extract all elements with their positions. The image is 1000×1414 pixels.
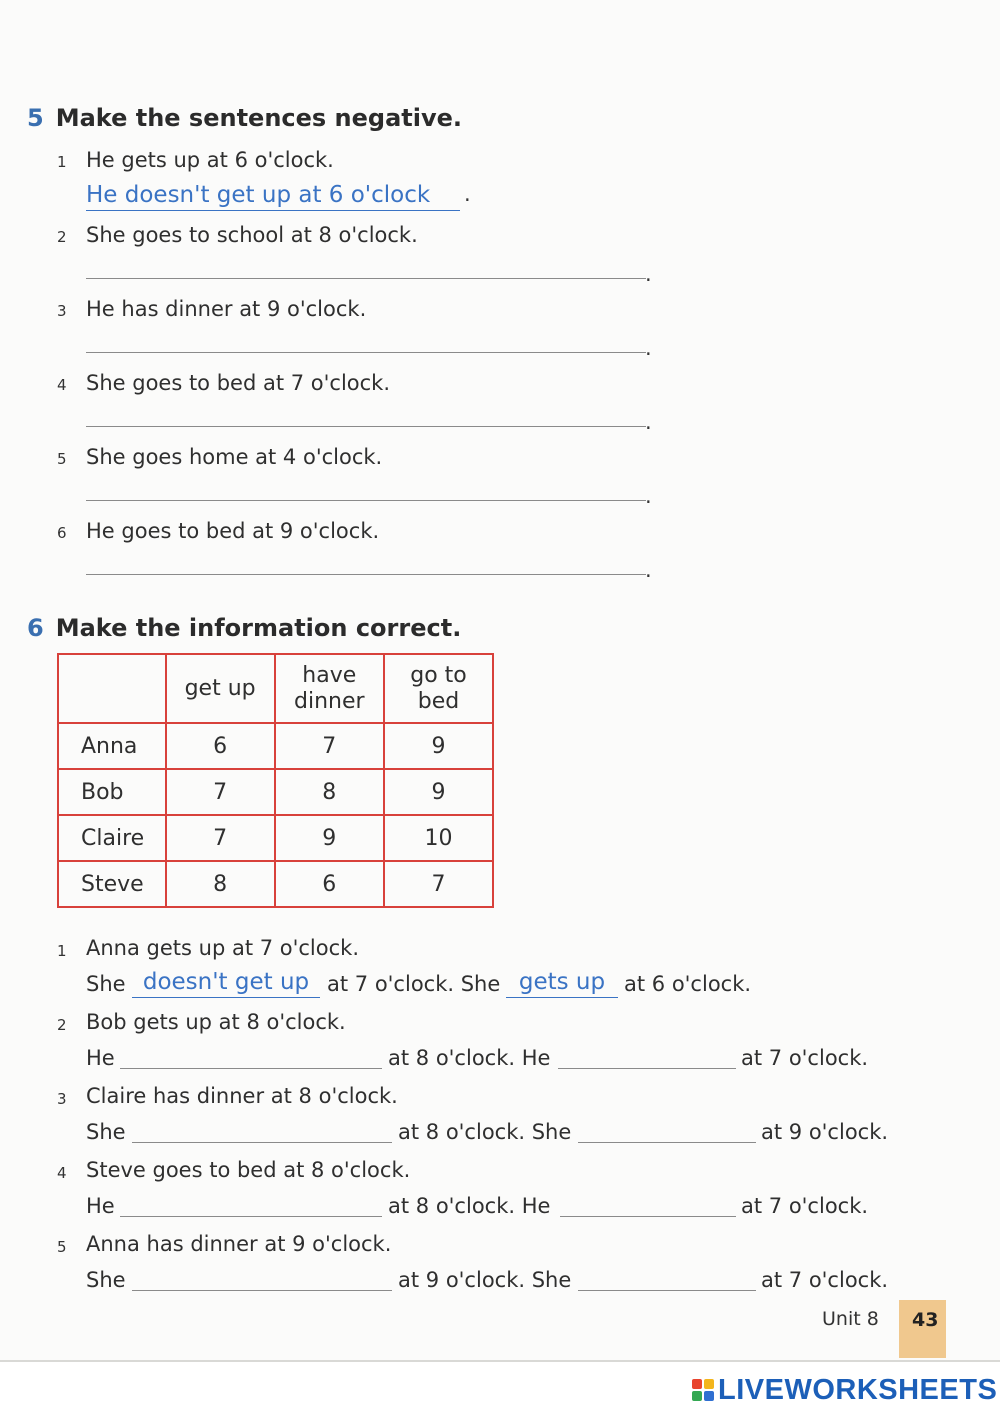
answer-field-1[interactable] <box>132 1142 392 1143</box>
sentence-middle: at 7 o'clock. She <box>327 972 501 996</box>
answer-field-2[interactable] <box>560 1216 736 1217</box>
header-line: get up <box>184 675 256 701</box>
answer-field-2[interactable] <box>578 1142 756 1143</box>
cell-value: 9 <box>384 769 493 815</box>
sentence-middle: at 8 o'clock. He <box>388 1194 551 1218</box>
question-number: 4 <box>57 1164 67 1182</box>
answer-field[interactable] <box>86 426 646 427</box>
cell-value: 9 <box>275 815 384 861</box>
question-text: Bob gets up at 8 o'clock. <box>86 1010 346 1034</box>
answer-field-1[interactable] <box>120 1068 382 1069</box>
header-line: bed <box>417 688 460 714</box>
answer-field[interactable] <box>86 352 646 353</box>
brand-text: LIVEWORKSHEETS <box>718 1373 998 1406</box>
answer-field-2[interactable] <box>578 1290 756 1291</box>
sentence-middle: at 8 o'clock. She <box>398 1120 572 1144</box>
question-text: She goes to school at 8 o'clock. <box>86 223 418 247</box>
sentence-pronoun: She <box>86 1268 126 1292</box>
question-text: Anna has dinner at 9 o'clock. <box>86 1232 392 1256</box>
question-number: 1 <box>57 942 67 960</box>
question-number: 3 <box>57 302 67 320</box>
row-name: Anna <box>58 723 166 769</box>
table-row <box>58 723 493 769</box>
question-text: She goes to bed at 7 o'clock. <box>86 371 391 395</box>
table-row <box>58 769 493 815</box>
cell-value: 6 <box>166 723 275 769</box>
header-line: dinner <box>294 688 365 714</box>
section-title-text: Make the sentences negative. <box>55 104 463 132</box>
question-number: 3 <box>57 1090 67 1108</box>
table-header-have-dinner <box>275 654 384 723</box>
table-header-row <box>58 654 493 723</box>
section-title-text: Make the information correct. <box>55 614 462 642</box>
table-header-go-to-bed <box>384 654 493 723</box>
sentence-end: at 9 o'clock. <box>761 1120 889 1144</box>
answer-field-1[interactable] <box>120 1216 382 1217</box>
answer-field-2[interactable]: gets up <box>506 967 618 998</box>
cell-value: 8 <box>275 769 384 815</box>
cell-value: 6 <box>275 861 384 907</box>
answer-field[interactable]: He doesn't get up at 6 o'clock <box>86 180 460 211</box>
sentence-end-dot: . <box>645 558 652 582</box>
answer-field-2[interactable] <box>558 1068 736 1069</box>
question-number: 5 <box>57 1238 67 1256</box>
question-text: She goes home at 4 o'clock. <box>86 445 383 469</box>
cell-value: 10 <box>384 815 493 861</box>
sentence-middle: at 9 o'clock. She <box>398 1268 572 1292</box>
answer-field-1[interactable] <box>132 1290 392 1291</box>
answer-field[interactable] <box>86 574 646 575</box>
question-number: 6 <box>57 524 67 542</box>
sentence-end-dot: . <box>645 262 652 286</box>
sentence-end: at 7 o'clock. <box>761 1268 889 1292</box>
answer-field-1[interactable]: doesn't get up <box>132 967 320 998</box>
sentence-end: at 6 o'clock. <box>624 972 752 996</box>
section-6-title <box>27 614 461 642</box>
question-number: 1 <box>57 153 67 171</box>
sentence-end: at 7 o'clock. <box>741 1046 869 1070</box>
question-text: He has dinner at 9 o'clock. <box>86 297 367 321</box>
sentence-pronoun: He <box>86 1046 115 1070</box>
table-row <box>58 861 493 907</box>
cell-value: 7 <box>275 723 384 769</box>
liveworksheets-logo-icon <box>692 1379 714 1401</box>
table-header-get-up <box>166 654 275 723</box>
sentence-pronoun: He <box>86 1194 115 1218</box>
question-number: 4 <box>57 376 67 394</box>
row-name: Claire <box>58 815 166 861</box>
table-header-empty <box>58 654 166 723</box>
section-number: 5 <box>27 104 44 132</box>
section-5-title <box>27 104 462 132</box>
row-name: Steve <box>58 861 166 907</box>
question-text: Anna gets up at 7 o'clock. <box>86 936 359 960</box>
section-number: 6 <box>27 614 44 642</box>
liveworksheets-brand <box>692 1374 997 1406</box>
question-text: He goes to bed at 9 o'clock. <box>86 519 380 543</box>
times-table <box>57 653 494 908</box>
page-number: 43 <box>912 1309 939 1331</box>
cell-value: 7 <box>384 861 493 907</box>
answer-field[interactable] <box>86 278 646 279</box>
sentence-pronoun: She <box>86 1120 126 1144</box>
header-line: go to <box>410 662 467 688</box>
question-number: 5 <box>57 450 67 468</box>
cell-value: 7 <box>166 815 275 861</box>
cell-value: 7 <box>166 769 275 815</box>
row-name: Bob <box>58 769 166 815</box>
question-number: 2 <box>57 1016 67 1034</box>
question-text: Claire has dinner at 8 o'clock. <box>86 1084 398 1108</box>
sentence-end-dot: . <box>645 410 652 434</box>
cell-value: 9 <box>384 723 493 769</box>
sentence-end-dot: . <box>645 484 652 508</box>
cell-value: 8 <box>166 861 275 907</box>
sentence-middle: at 8 o'clock. He <box>388 1046 551 1070</box>
sentence-end: at 7 o'clock. <box>741 1194 869 1218</box>
question-text: He gets up at 6 o'clock. <box>86 148 334 172</box>
unit-label: Unit 8 <box>822 1308 879 1330</box>
question-number: 2 <box>57 228 67 246</box>
header-line: have <box>302 662 357 688</box>
table-row <box>58 815 493 861</box>
sentence-pronoun: She <box>86 972 126 996</box>
sentence-end-dot: . <box>464 182 471 206</box>
answer-field[interactable] <box>86 500 646 501</box>
sentence-end-dot: . <box>645 336 652 360</box>
question-text: Steve goes to bed at 8 o'clock. <box>86 1158 411 1182</box>
